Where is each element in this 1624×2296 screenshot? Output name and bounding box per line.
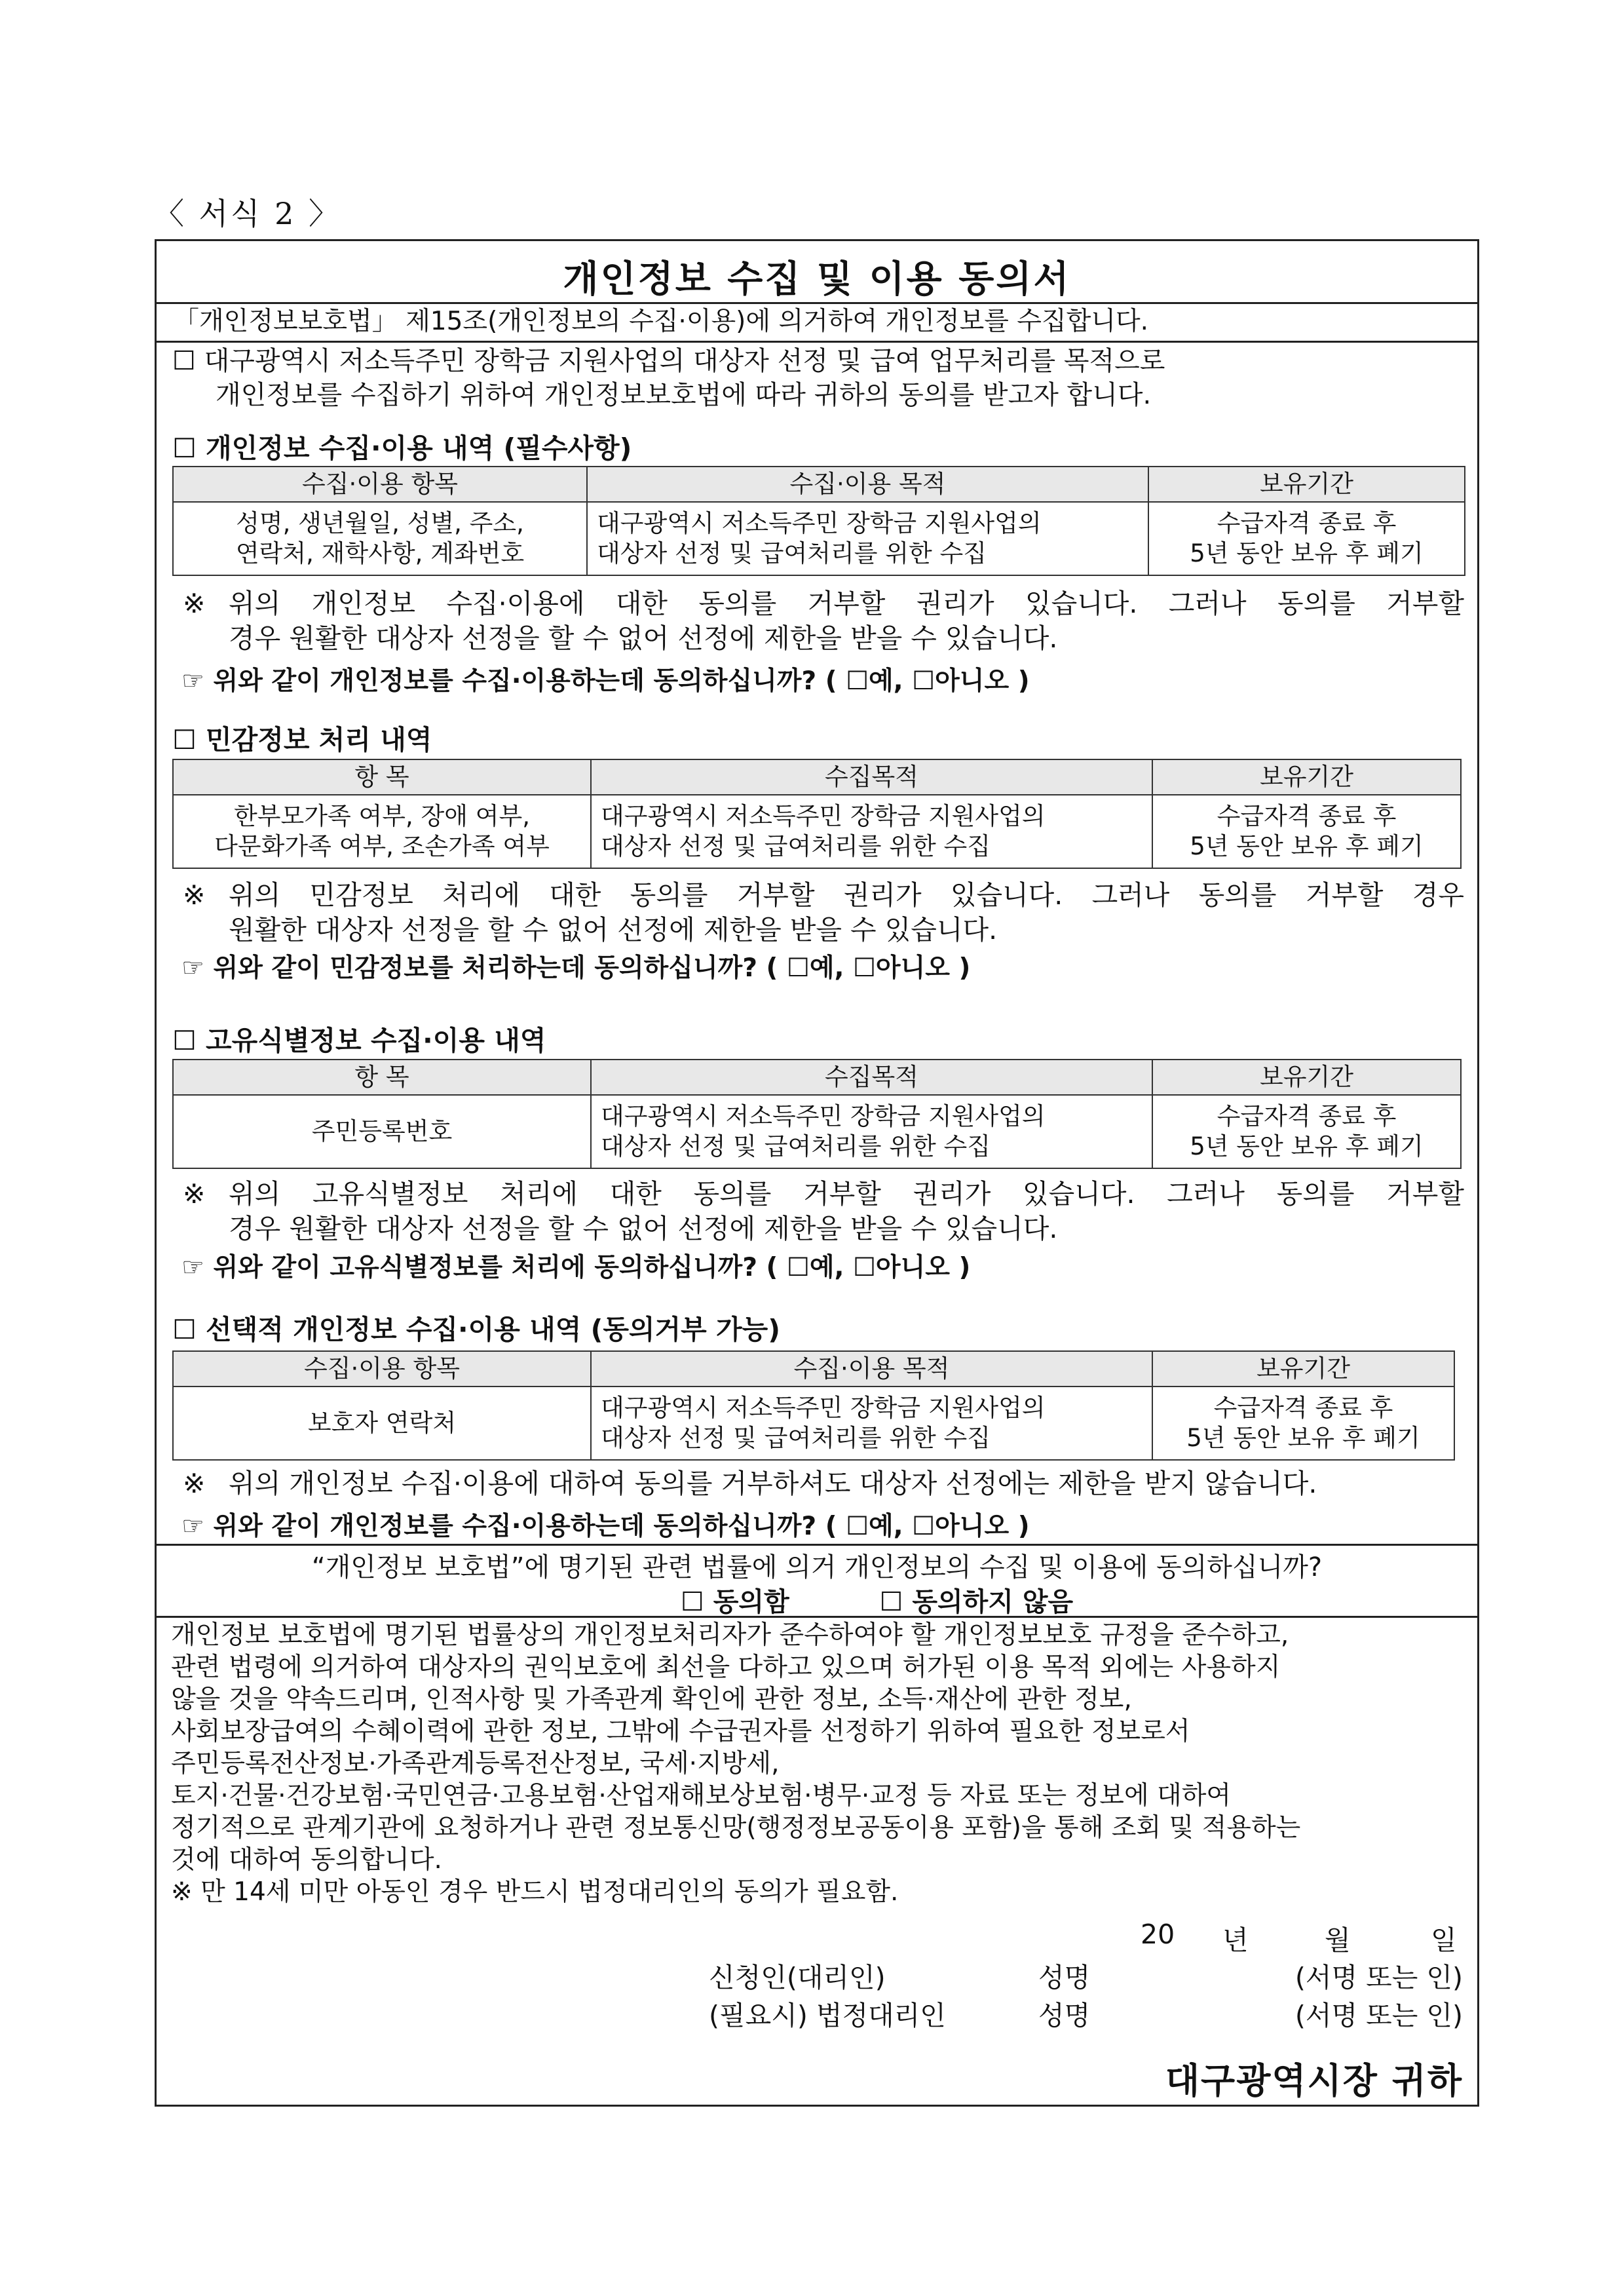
date-month: 월 xyxy=(1325,1924,1351,1956)
section-heading-sensitive: ☐ 민감정보 처리 내역 xyxy=(172,724,432,756)
consent-question-optional[interactable]: ☞ 위와 같이 개인정보를 수집·이용하는데 동의하십니까? ( ☐예, ☐아니오 ) xyxy=(181,1512,1030,1541)
divider xyxy=(157,1616,1477,1618)
table-cell: 대구광역시 저소득주민 장학금 지원사업의 대상자 선정 및 급여처리를 위한 수집 xyxy=(591,1387,1152,1460)
refusal-notice: ※ 위의 개인정보 수집·이용에 대한 동의를 거부할 권리가 있습니다. 그러나 동의를 거부할 경우 원활한 대상자 선정을 할 수 없어 선정에 제한을 받을 수 있습니다. xyxy=(183,588,1464,654)
sensitive-info-table xyxy=(172,759,1462,869)
applicant-role: 신청인(대리인) xyxy=(709,1962,886,1993)
unique-id-table xyxy=(172,1059,1462,1169)
table-header: 보유기간 xyxy=(1152,759,1461,795)
table-header: 수집·이용 항목 xyxy=(173,1351,591,1387)
date-year: 년 xyxy=(1222,1924,1249,1956)
date-day: 일 xyxy=(1431,1924,1457,1956)
refusal-notice: ※ 위의 고유식별정보 처리에 대한 동의를 거부할 권리가 있습니다. 그러나 동의를 거부할 경우 원활한 대상자 선정을 할 수 없어 선정에 제한을 받을 수 있습니다. xyxy=(183,1178,1464,1244)
required-info-table xyxy=(172,466,1465,576)
table-cell: 대구광역시 저소득주민 장학금 지원사업의 대상자 선정 및 급여처리를 위한 수집 xyxy=(587,502,1148,575)
addressee: 대구광역시장 귀하 xyxy=(1165,2060,1463,2101)
table-cell: 성명, 생년월일, 성별, 주소, 연락처, 재학사항, 계좌번호 xyxy=(173,502,587,575)
table-cell: 주민등록번호 xyxy=(173,1095,591,1168)
section-heading-optional: ☐ 선택적 개인정보 수집·이용 내역 (동의거부 가능) xyxy=(172,1314,780,1345)
table-cell: 수급자격 종료 후 5년 동안 보유 후 폐기 xyxy=(1148,502,1465,575)
table-header: 수집·이용 목적 xyxy=(591,1351,1152,1387)
legal-basis: 「개인정보보호법」 제15조(개인정보의 수집·이용)에 의거하여 개인정보를 수집합니다. xyxy=(174,307,1149,336)
table-header: 보유기간 xyxy=(1152,1351,1454,1387)
consent-question-required[interactable]: ☞ 위와 같이 개인정보를 수집·이용하는데 동의하십니까? ( ☐예, ☐아니오 ) xyxy=(181,666,1030,696)
applicant-signature-field[interactable]: (서명 또는 인) xyxy=(1294,1962,1463,1993)
table-header: 수집목적 xyxy=(591,1060,1152,1095)
legal-guardian-signature-field[interactable]: (서명 또는 인) xyxy=(1294,2000,1463,2031)
intro-line-1: ☐ 대구광역시 저소득주민 장학금 지원사업의 대상자 선정 및 급여 업무처리를 목적으로 xyxy=(172,346,1165,376)
form-title: 개인정보 수집 및 이용 동의서 xyxy=(563,258,1071,301)
section-heading-unique-id: ☐ 고유식별정보 수집·이용 내역 xyxy=(172,1025,546,1056)
table-header: 보유기간 xyxy=(1148,467,1465,502)
table-header: 보유기간 xyxy=(1152,1060,1461,1095)
table-header: 수집·이용 목적 xyxy=(587,467,1148,502)
consent-question-unique-id[interactable]: ☞ 위와 같이 고유식별정보를 처리에 동의하십니까? ( ☐예, ☐아니오 ) xyxy=(181,1253,971,1282)
refusal-notice: ※ 위의 개인정보 수집·이용에 대하여 동의를 거부하셔도 대상자 선정에는 제한을 받지 않습니다. xyxy=(183,1468,1317,1499)
section-heading-required: ☐ 개인정보 수집·이용 내역 (필수사항) xyxy=(172,432,632,464)
table-cell: 수급자격 종료 후 5년 동안 보유 후 폐기 xyxy=(1152,1095,1461,1168)
table-cell: 한부모가족 여부, 장애 여부, 다문화가족 여부, 조손가족 여부 xyxy=(173,795,591,868)
consent-form xyxy=(155,239,1479,2107)
divider xyxy=(157,1544,1477,1546)
table-header: 항 목 xyxy=(173,759,591,795)
legal-guardian-name-label: 성명 xyxy=(1038,2000,1091,2031)
pledge-text: 개인정보 보호법에 명기된 법률상의 개인정보처리자가 준수하여야 할 개인정보보호 규정을 준수하고, 관련 법령에 의거하여 대상자의 권익보호에 최선을 다하고 있으며 허가된 이용 목적 외에는 사용하지 않을 것을 약속드리며, 인적사항 및 가족관계 확인에 관한 정보, 소득·재산에 관한 정보, 사회보장급여의 수혜이력에 관한 정보, 그밖에 수급권자를 선정하기 위하여 필요한 정보로서 주민등록전산정보·가족관계등록전산정보, 국세·지방세, 토지·건물·건강보험·국민연금·고용보험·산업재해보상보험·병무·교정 등 자료 또는 정보에 대하여 정기적으로 관계기관에 요청하거나 관련 정보통신망(행정정보공동이용 포함)을 통해 조회 및 적용하는 것에 대하여 동의합니다. ※ 만 14세 미만 아동인 경우 반드시 법정대리인의 동의가 필요함. xyxy=(171,1620,1301,1907)
form-number-label: 〈 서식 2 〉 xyxy=(154,196,342,231)
table-cell: 보호자 연락처 xyxy=(173,1387,591,1460)
table-header: 항 목 xyxy=(173,1060,591,1095)
table-cell: 대구광역시 저소득주민 장학금 지원사업의 대상자 선정 및 급여처리를 위한 수집 xyxy=(591,795,1152,868)
disagree-checkbox[interactable]: ☐ 동의하지 않음 xyxy=(879,1587,1074,1617)
intro-line-2: 개인정보를 수집하기 위하여 개인정보보호법에 따라 귀하의 동의를 받고자 합니다. xyxy=(216,380,1152,410)
table-cell: 대구광역시 저소득주민 장학금 지원사업의 대상자 선정 및 급여처리를 위한 수집 xyxy=(591,1095,1152,1168)
table-cell: 수급자격 종료 후 5년 동안 보유 후 폐기 xyxy=(1152,1387,1454,1460)
divider xyxy=(157,302,1477,304)
overall-consent-question: “개인정보 보호법”에 명기된 관련 법률에 의거 개인정보의 수집 및 이용에 동의하십니까? xyxy=(311,1552,1323,1582)
table-cell: 수급자격 종료 후 5년 동안 보유 후 폐기 xyxy=(1152,795,1461,868)
overall-consent-options xyxy=(681,1581,1073,1618)
legal-guardian-role: (필요시) 법정대리인 xyxy=(709,2000,946,2031)
applicant-name-label: 성명 xyxy=(1038,1962,1091,1993)
table-header: 수집목적 xyxy=(591,759,1152,795)
divider xyxy=(157,341,1477,343)
optional-info-table xyxy=(172,1350,1455,1461)
table-header: 수집·이용 항목 xyxy=(173,467,587,502)
consent-question-sensitive[interactable]: ☞ 위와 같이 민감정보를 처리하는데 동의하십니까? ( ☐예, ☐아니오 ) xyxy=(181,953,971,983)
date-year-prefix[interactable]: 20 xyxy=(1141,1919,1175,1950)
refusal-notice: ※ 위의 민감정보 처리에 대한 동의를 거부할 권리가 있습니다. 그러나 동의를 거부할 경우 원활한 대상자 선정을 할 수 없어 선정에 제한을 받을 수 있습니다. xyxy=(183,879,1464,946)
agree-checkbox[interactable]: ☐ 동의함 xyxy=(681,1587,789,1617)
